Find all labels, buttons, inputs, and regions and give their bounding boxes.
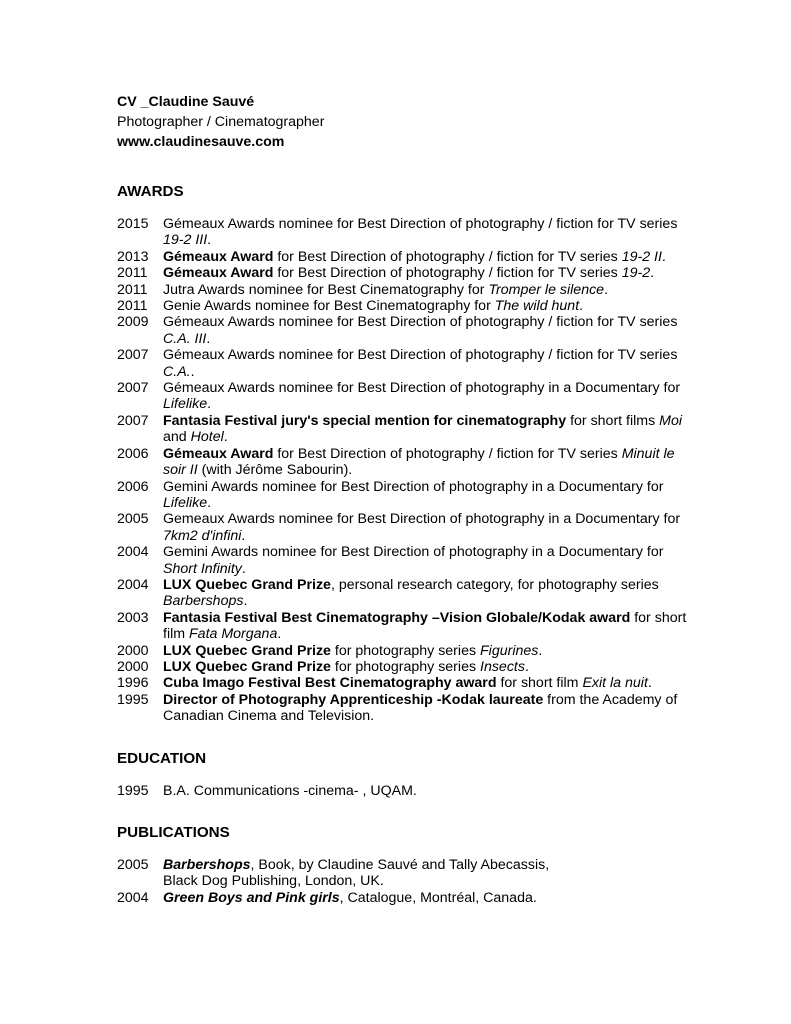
list-item: [117, 413, 687, 446]
entry-description: Gémeaux Awards nominee for Best Direction of photography in a Documentary for Lifelike.: [163, 380, 681, 413]
entry-year: 2007: [117, 380, 149, 397]
entry-year: 2005: [117, 511, 149, 528]
entry-description: LUX Quebec Grand Prize for photography series Insects.: [163, 658, 529, 675]
entry-description: Gémeaux Awards nominee for Best Direction of photography / fiction for TV series 19-2 III.: [163, 216, 678, 249]
list-item: [117, 511, 687, 544]
list-item: [117, 675, 687, 691]
entry-description: Gemini Awards nominee for Best Direction of photography in a Documentary for Short Infinity.: [163, 544, 664, 577]
list-item: [117, 783, 687, 799]
list-item: [117, 314, 687, 347]
education-list: [117, 783, 687, 799]
list-item: [117, 577, 687, 610]
entry-description: Gémeaux Awards nominee for Best Direction of photography / fiction for TV series C.A. III.: [163, 314, 678, 347]
list-item: [117, 282, 687, 298]
list-item: [117, 544, 687, 577]
entry-year: 2009: [117, 314, 149, 331]
list-item: [117, 446, 687, 479]
list-item: [117, 643, 687, 659]
entry-description: Cuba Imago Festival Best Cinematography award for short film Exit la nuit.: [163, 675, 652, 692]
entry-year: 2000: [117, 642, 149, 659]
entry-description: Director of Photography Apprenticeship -Kodak laureate from the Academy of Canadian Cinema and Television.: [163, 691, 678, 725]
cv-role: Photographer / Cinematographer: [117, 114, 325, 130]
entry-year: 2003: [117, 609, 149, 626]
list-item: [117, 249, 687, 265]
list-item: [117, 298, 687, 314]
entry-description: Gémeaux Award for Best Direction of photography / fiction for TV series 19-2.: [163, 265, 655, 282]
list-item: [117, 890, 687, 906]
entry-year: 2004: [117, 889, 149, 906]
list-item: [117, 659, 687, 675]
entry-description: Genie Awards nominee for Best Cinematography for The wild hunt.: [163, 298, 584, 315]
entry-year: 2004: [117, 544, 149, 561]
entry-description: LUX Quebec Grand Prize for photography series Figurines.: [163, 642, 543, 659]
entry-description: B.A. Communications -cinema- , UQAM.: [163, 782, 417, 799]
entry-year: 1996: [117, 675, 149, 692]
entry-year: 1995: [117, 691, 149, 708]
cv-title: CV _Claudine Sauvé: [117, 94, 255, 110]
entry-year: 2004: [117, 576, 149, 593]
list-item: [117, 265, 687, 281]
education-heading: EDUCATION: [117, 749, 207, 767]
entry-description: Green Boys and Pink girls, Catalogue, Montréal, Canada.: [163, 889, 537, 906]
entry-description: Gémeaux Award for Best Direction of photography / fiction for TV series Minuit le soir II (with Jérôme Sabourin).: [163, 445, 675, 479]
list-item: [117, 857, 687, 890]
entry-description: Fantasia Festival jury's special mention for cinematography for short films Moi and Hotel.: [163, 412, 683, 446]
entry-description: LUX Quebec Grand Prize, personal research category, for photography series Barbershops.: [163, 576, 659, 610]
publications-heading: PUBLICATIONS: [117, 824, 230, 841]
awards-list: [117, 216, 687, 725]
entry-year: 2005: [117, 857, 149, 873]
entry-year: 2015: [117, 216, 149, 232]
entry-year: 2007: [117, 347, 149, 364]
publications-list: [117, 857, 687, 906]
entry-year: 2011: [117, 298, 148, 315]
entry-description: Gémeaux Awards nominee for Best Direction of photography / fiction for TV series C.A..: [163, 347, 678, 380]
entry-year: 2011: [117, 281, 148, 298]
list-item: [117, 610, 687, 643]
entry-description: Gemeaux Awards nominee for Best Direction of photography in a Documentary for 7km2 d'infini.: [163, 511, 681, 544]
entry-description: Jutra Awards nominee for Best Cinematography for Tromper le silence.: [163, 281, 609, 298]
entry-year: 2011: [117, 265, 148, 282]
list-item: [117, 380, 687, 413]
entry-year: 2000: [117, 658, 149, 675]
entry-year: 2006: [117, 445, 149, 462]
website-link[interactable]: www.claudinesauve.com: [117, 134, 285, 150]
list-item: [117, 216, 687, 249]
entry-year: 1995: [117, 782, 149, 799]
entry-description: Barbershops, Book, by Claudine Sauvé and Tally Abecassis, Black Dog Publishing, London, UK.: [163, 857, 550, 890]
cv-document: [117, 92, 687, 906]
entry-year: 2013: [117, 248, 149, 265]
entry-description: Fantasia Festival Best Cinematography –Vision Globale/Kodak award for short film Fata Morgana.: [163, 609, 687, 643]
list-item: [117, 347, 687, 380]
entry-description: Gémeaux Award for Best Direction of photography / fiction for TV series 19-2 II.: [163, 248, 666, 265]
list-item: [117, 479, 687, 512]
entry-year: 2007: [117, 412, 149, 429]
entry-description: Gemini Awards nominee for Best Direction of photography in a Documentary for Lifelike.: [163, 478, 664, 511]
awards-heading: AWARDS: [117, 183, 184, 200]
list-item: [117, 692, 687, 725]
entry-year: 2006: [117, 478, 149, 495]
